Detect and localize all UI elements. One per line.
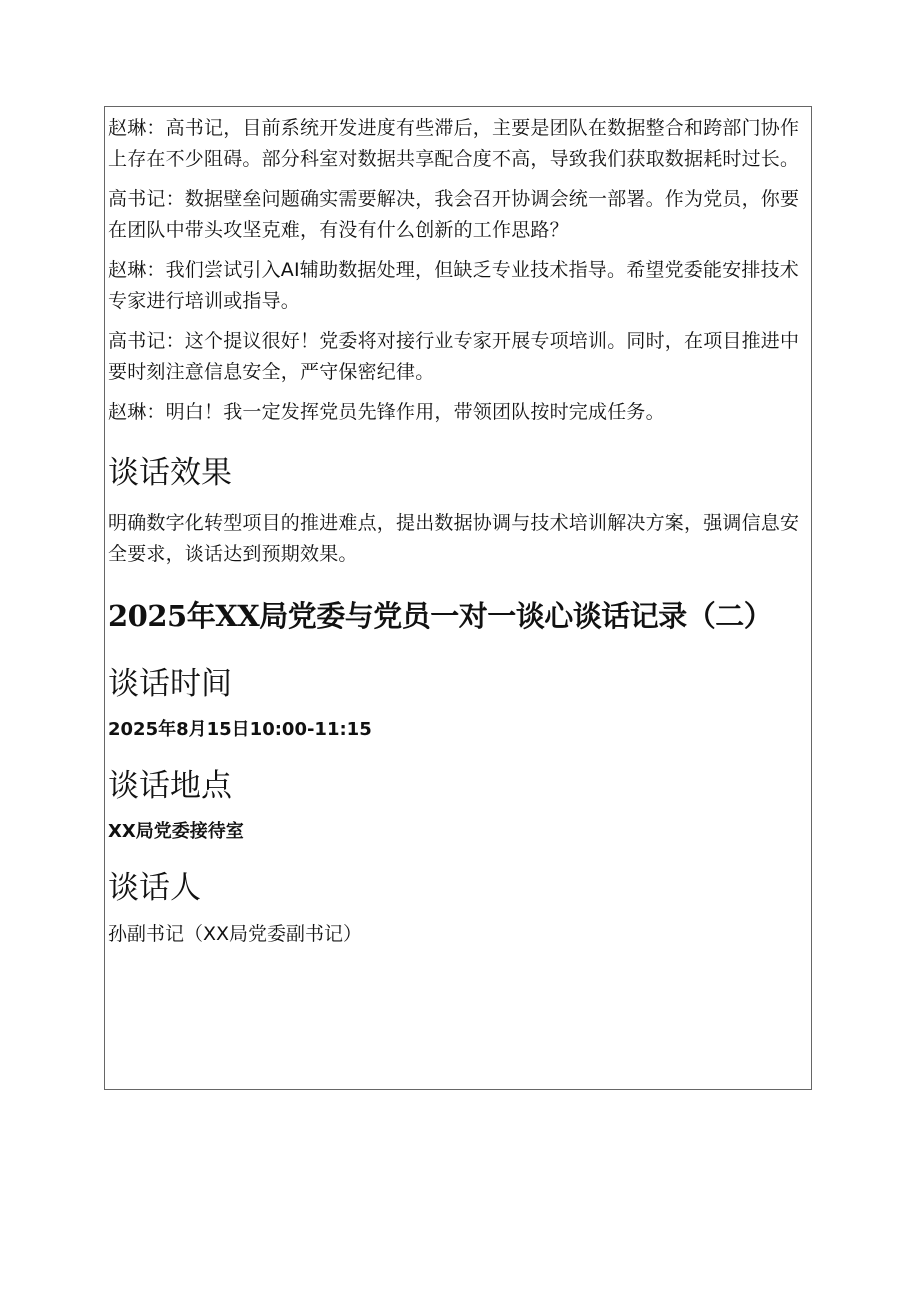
place-heading: 谈话地点: [108, 768, 232, 804]
record-title: 2025年XX局党委与党员一对一谈心谈话记录（二）: [108, 599, 773, 633]
dialogue-line: 赵琳：我们尝试引入AI辅助数据处理，但缺乏专业技术指导。希望党委能安排技术专家进行培训或指导。: [108, 259, 800, 312]
time-value: 2025年8月15日10:00-11:15: [108, 719, 372, 740]
person-value: 孙副书记（XX局党委副书记）: [108, 923, 363, 945]
document-content: [105, 107, 811, 948]
effect-heading: 谈话效果: [108, 455, 232, 491]
effect-text: 明确数字化转型项目的推进难点，提出数据协调与技术培训解决方案，强调信息安全要求，谈话达到预期效果。: [108, 512, 800, 565]
dialogue-line: 高书记：这个提议很好！党委将对接行业专家开展专项培训。同时，在项目推进中要时刻注意信息安全，严守保密纪律。: [108, 330, 800, 383]
place-value: XX局党委接待室: [108, 821, 244, 842]
dialogue-line: 赵琳：高书记，目前系统开发进度有些滞后，主要是团队在数据整合和跨部门协作上存在不少阻碍。部分科室对数据共享配合度不高，导致我们获取数据耗时过长。: [108, 117, 800, 170]
person-heading: 谈话人: [108, 870, 201, 906]
dialogue-line: 高书记：数据壁垒问题确实需要解决，我会召开协调会统一部署。作为党员，你要在团队中带头攻坚克难，有没有什么创新的工作思路？: [108, 188, 800, 241]
dialogue-line: 赵琳：明白！我一定发挥党员先锋作用，带领团队按时完成任务。: [108, 401, 665, 423]
document-frame: [104, 106, 812, 1090]
time-heading: 谈话时间: [108, 666, 232, 702]
